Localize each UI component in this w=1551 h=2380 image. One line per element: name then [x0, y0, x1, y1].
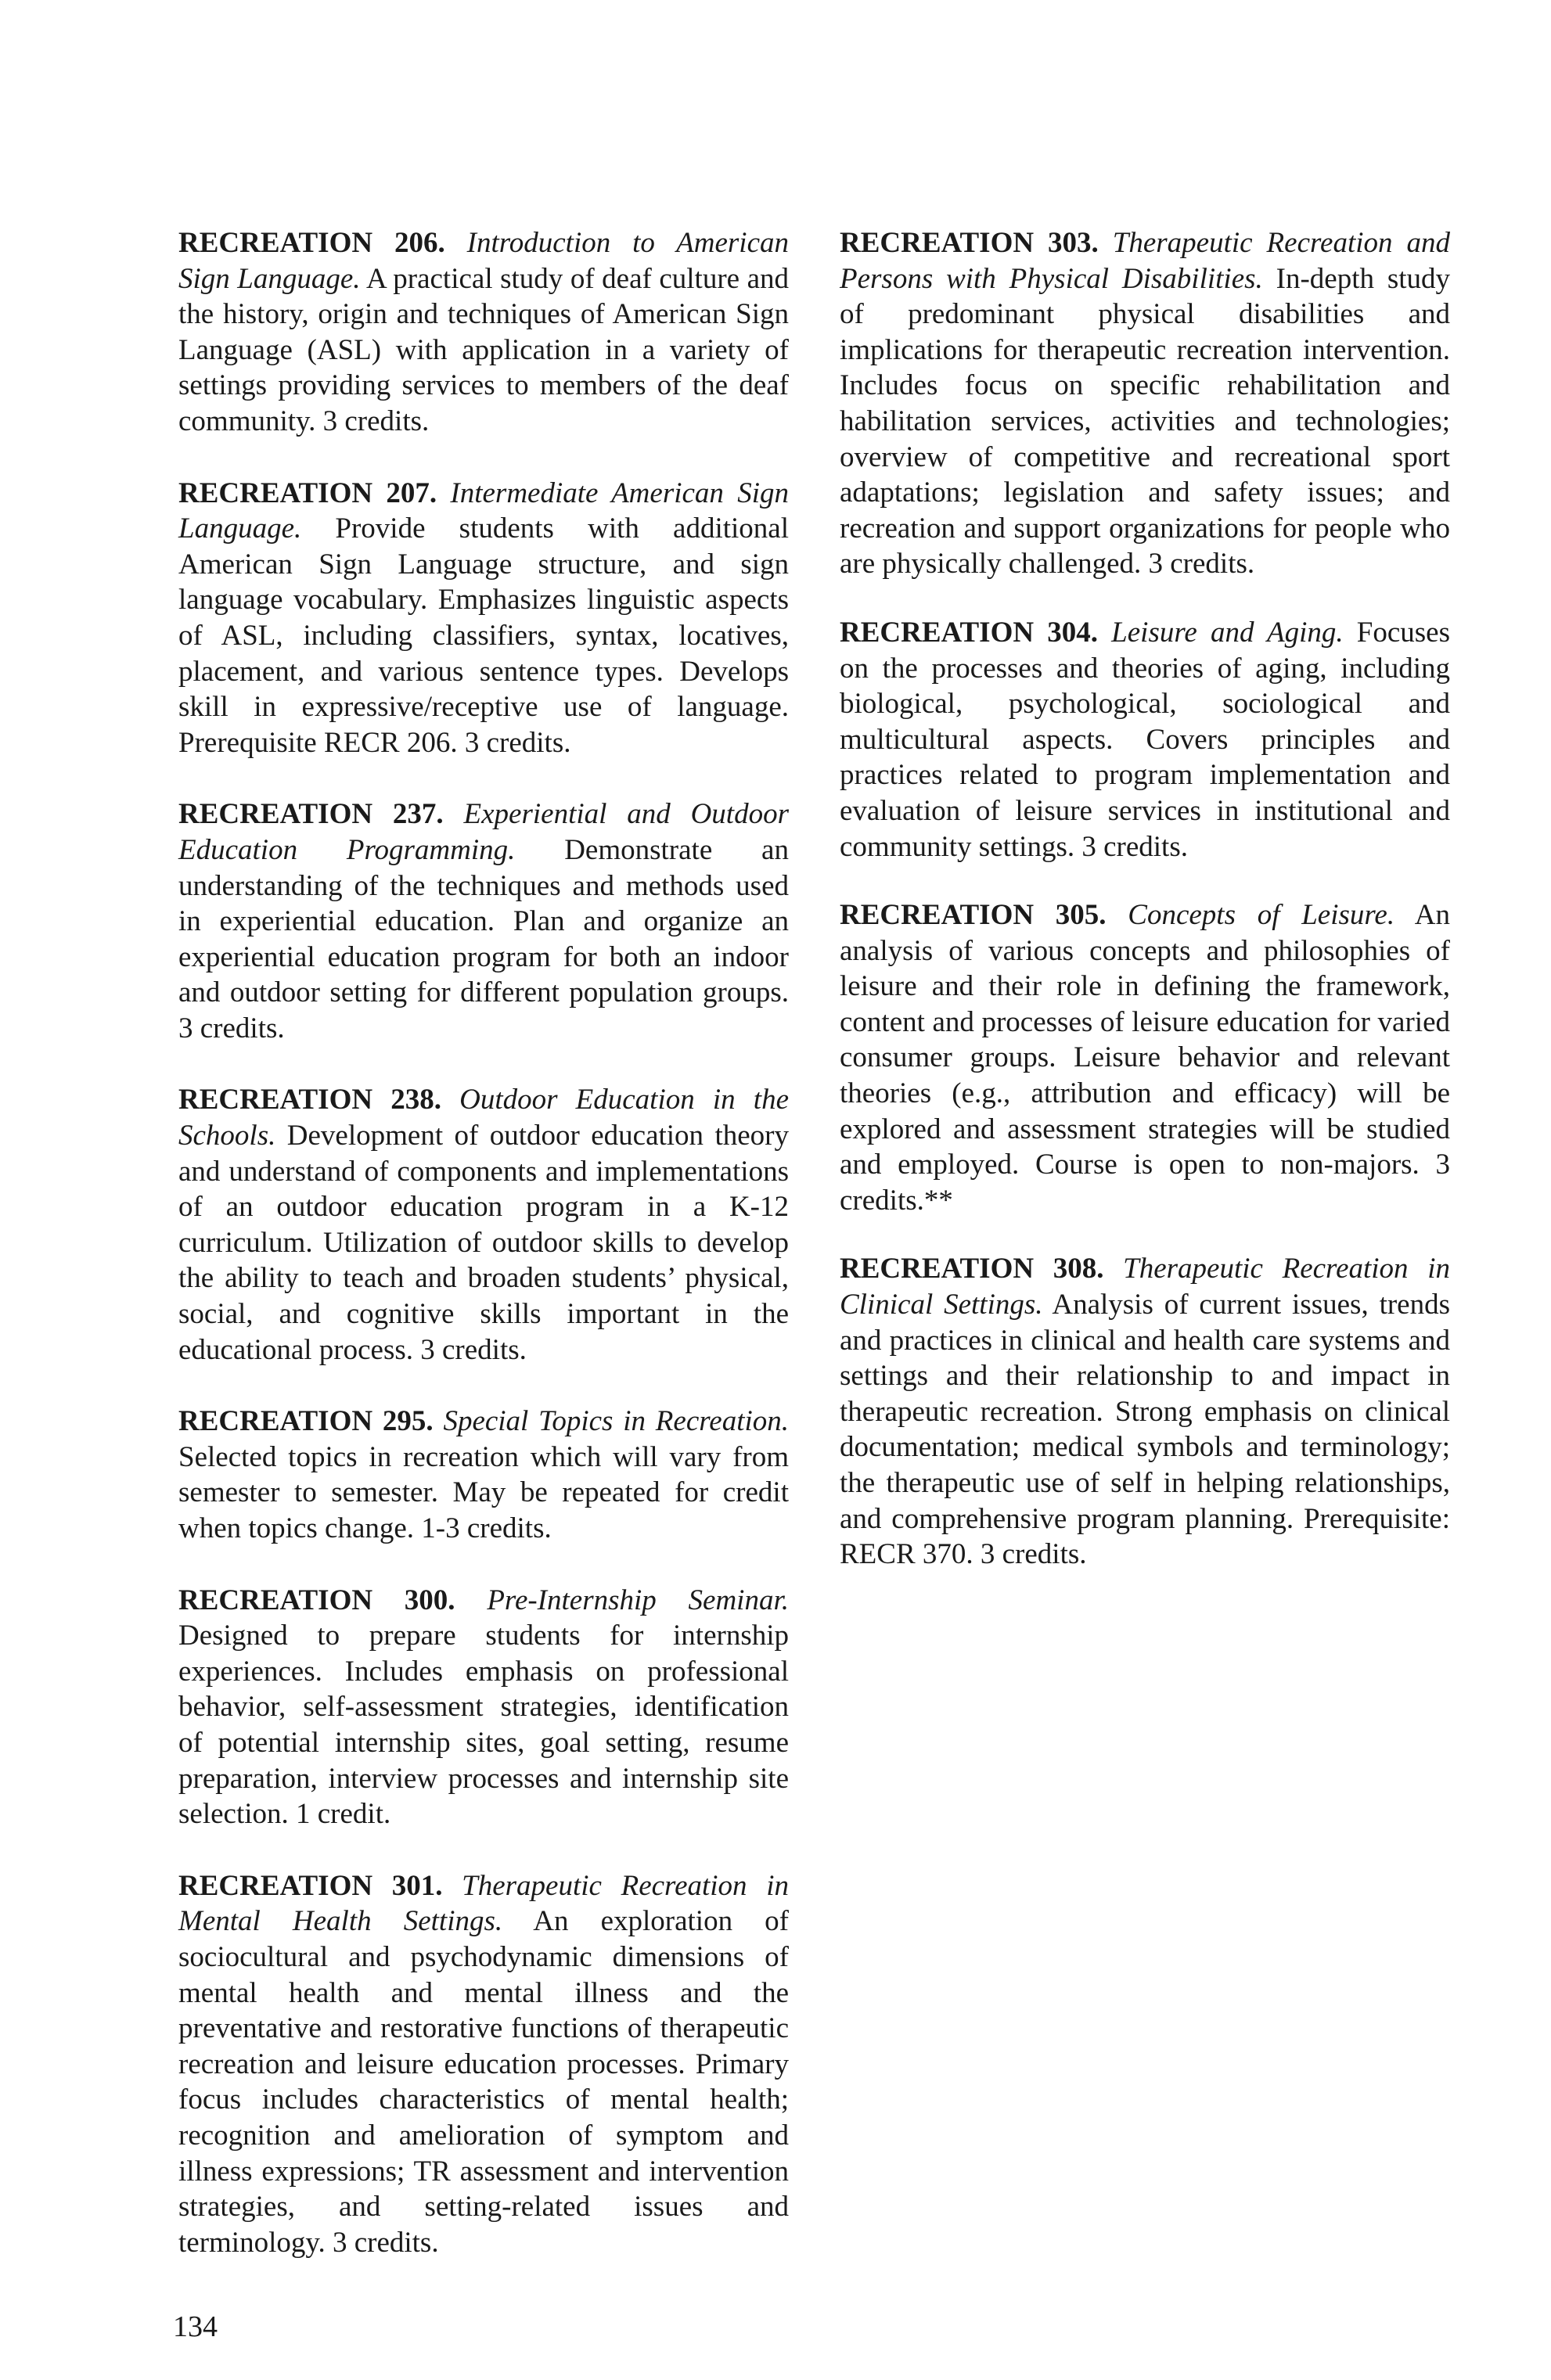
course-description: Designed to prepare students for internship experiences. Includes emphasis on professional behavior, self-assessment strategies, identification of potential internship sites, goal setting, resume preparation, interview processes and internship site selection. 1 credit.: [178, 1620, 789, 1831]
course-title: Leisure and Aging.: [1111, 616, 1344, 649]
course-description: Analysis of current issues, trends and practices in clinical and health care systems and settings and their relationship to and impact in therapeutic recreation. Strong emphasis on clinical documentation; medical symbols and terminology; the therapeutic use of self in helping relationships, and comprehensive program planning. Prerequisite: RECR 370. 3 credits.: [840, 1289, 1450, 1571]
course-description: An exploration of sociocultural and psychodynamic dimensions of mental health and mental illness and the preventative and restorative functions of therapeutic recreation and leisure education processes. Primary focus includes characteristics of mental health; recognition and amelioration of symptom and illness expressions; TR assessment and intervention strategies, and setting-related issues and terminology. 3 credits.: [178, 1905, 790, 2259]
course-description: Development of outdoor education theory and understand of components and implementations of an outdoor education program in a K-12 curriculum. Utilization of outdoor skills to develop the ability to teach and broaden students’ physical, social, and cognitive skills important in the educational process. 3 credits.: [178, 1120, 789, 1366]
course-entry-recr-237: [178, 796, 789, 1046]
course-entry-recr-304: [840, 615, 1450, 865]
course-code: RECREATION 304.: [840, 616, 1098, 649]
right-column: [840, 225, 1450, 1605]
course-code: RECREATION 308.: [840, 1253, 1104, 1285]
course-code: RECREATION 305.: [840, 899, 1107, 932]
course-title: Therapeutic Recreation in Mental Health Settings.: [178, 1869, 789, 1938]
course-title: Outdoor Education in the Schools.: [178, 1084, 789, 1152]
course-code: RECREATION 300.: [178, 1584, 455, 1616]
course-title: Introduction to American Sign Language.: [178, 227, 789, 295]
course-title: Pre-Internship Seminar.: [487, 1584, 789, 1616]
course-entry-recr-295: [178, 1404, 789, 1546]
course-description: A practical study of deaf culture and the history, origin and techniques of American Sign Language (ASL) with application in a variety of settings providing services to members of the deaf community. 3 credits.: [178, 262, 790, 437]
course-code: RECREATION 207.: [178, 476, 437, 509]
course-title: Special Topics in Recreation.: [443, 1405, 790, 1438]
course-code: RECREATION 206.: [178, 227, 445, 259]
course-description: In-depth study of predominant physical disabilities and implications for therapeutic recreation intervention. Includes focus on specific rehabilitation and habilitation services, activities and technologies; overview of competitive and recreational sport adaptations; legislation and safety issues; and recreation and support organizations for people who are physically challenged. 3 credits.: [840, 262, 1451, 581]
course-code: RECREATION 238.: [178, 1084, 441, 1116]
course-code: RECREATION 295.: [178, 1405, 434, 1438]
course-entry-recr-308: [840, 1251, 1450, 1572]
course-title: Therapeutic Recreation in Clinical Settings.: [840, 1253, 1450, 1321]
course-title: Experiential and Outdoor Education Programming.: [178, 798, 789, 866]
course-entry-recr-301: [178, 1868, 789, 2261]
course-description: Provide students with additional American Sign Language structure, and sign language vocabulary. Emphasizes linguistic aspects of ASL, including classifiers, syntax, locatives, placement, and various sentence types. Develops skill in expressive/receptive use of language. Prerequisite RECR 206. 3 credits.: [178, 512, 789, 759]
page-number: 134: [173, 2310, 218, 2343]
course-description: Demonstrate an understanding of the techniques and methods used in experiential education. Plan and organize an experiential education program for both an indoor and outdoor setting for different population groups. 3 credits.: [178, 833, 789, 1044]
course-title: Intermediate American Sign Language.: [178, 476, 789, 545]
course-entry-recr-238: [178, 1082, 789, 1368]
course-code: RECREATION 303.: [840, 227, 1099, 259]
course-description: An analysis of various concepts and philosophies of leisure and their role in defining the framework, content and processes of leisure education for varied consumer groups. Leisure behavior and relevant theories (e.g., attribution and efficacy) will be explored and assessment strategies will be studied and employed. Course is open to non-majors. 3 credits.**: [840, 899, 1451, 1217]
course-description: Selected topics in recreation which will vary from semester to semester. May be repeated for credit when topics change. 1-3 credits.: [178, 1440, 789, 1544]
course-entry-recr-300: [178, 1583, 789, 1832]
course-title: Therapeutic Recreation and Persons with Physical Disabilities.: [840, 227, 1450, 295]
course-entry-recr-207: [178, 476, 789, 761]
left-column: [178, 225, 789, 2296]
course-entry-recr-305: [840, 897, 1450, 1218]
course-entry-recr-303: [840, 225, 1450, 582]
course-code: RECREATION 301.: [178, 1869, 443, 1902]
course-title: Concepts of Leisure.: [1128, 899, 1395, 932]
course-entry-recr-206: [178, 225, 789, 440]
course-description: Focuses on the processes and theories of aging, including biological, psychological, sociological and multicultural aspects. Covers principles and practices related to program implementation and evaluation of leisure services in institutional and community settings. 3 credits.: [840, 616, 1451, 863]
course-code: RECREATION 237.: [178, 798, 444, 831]
